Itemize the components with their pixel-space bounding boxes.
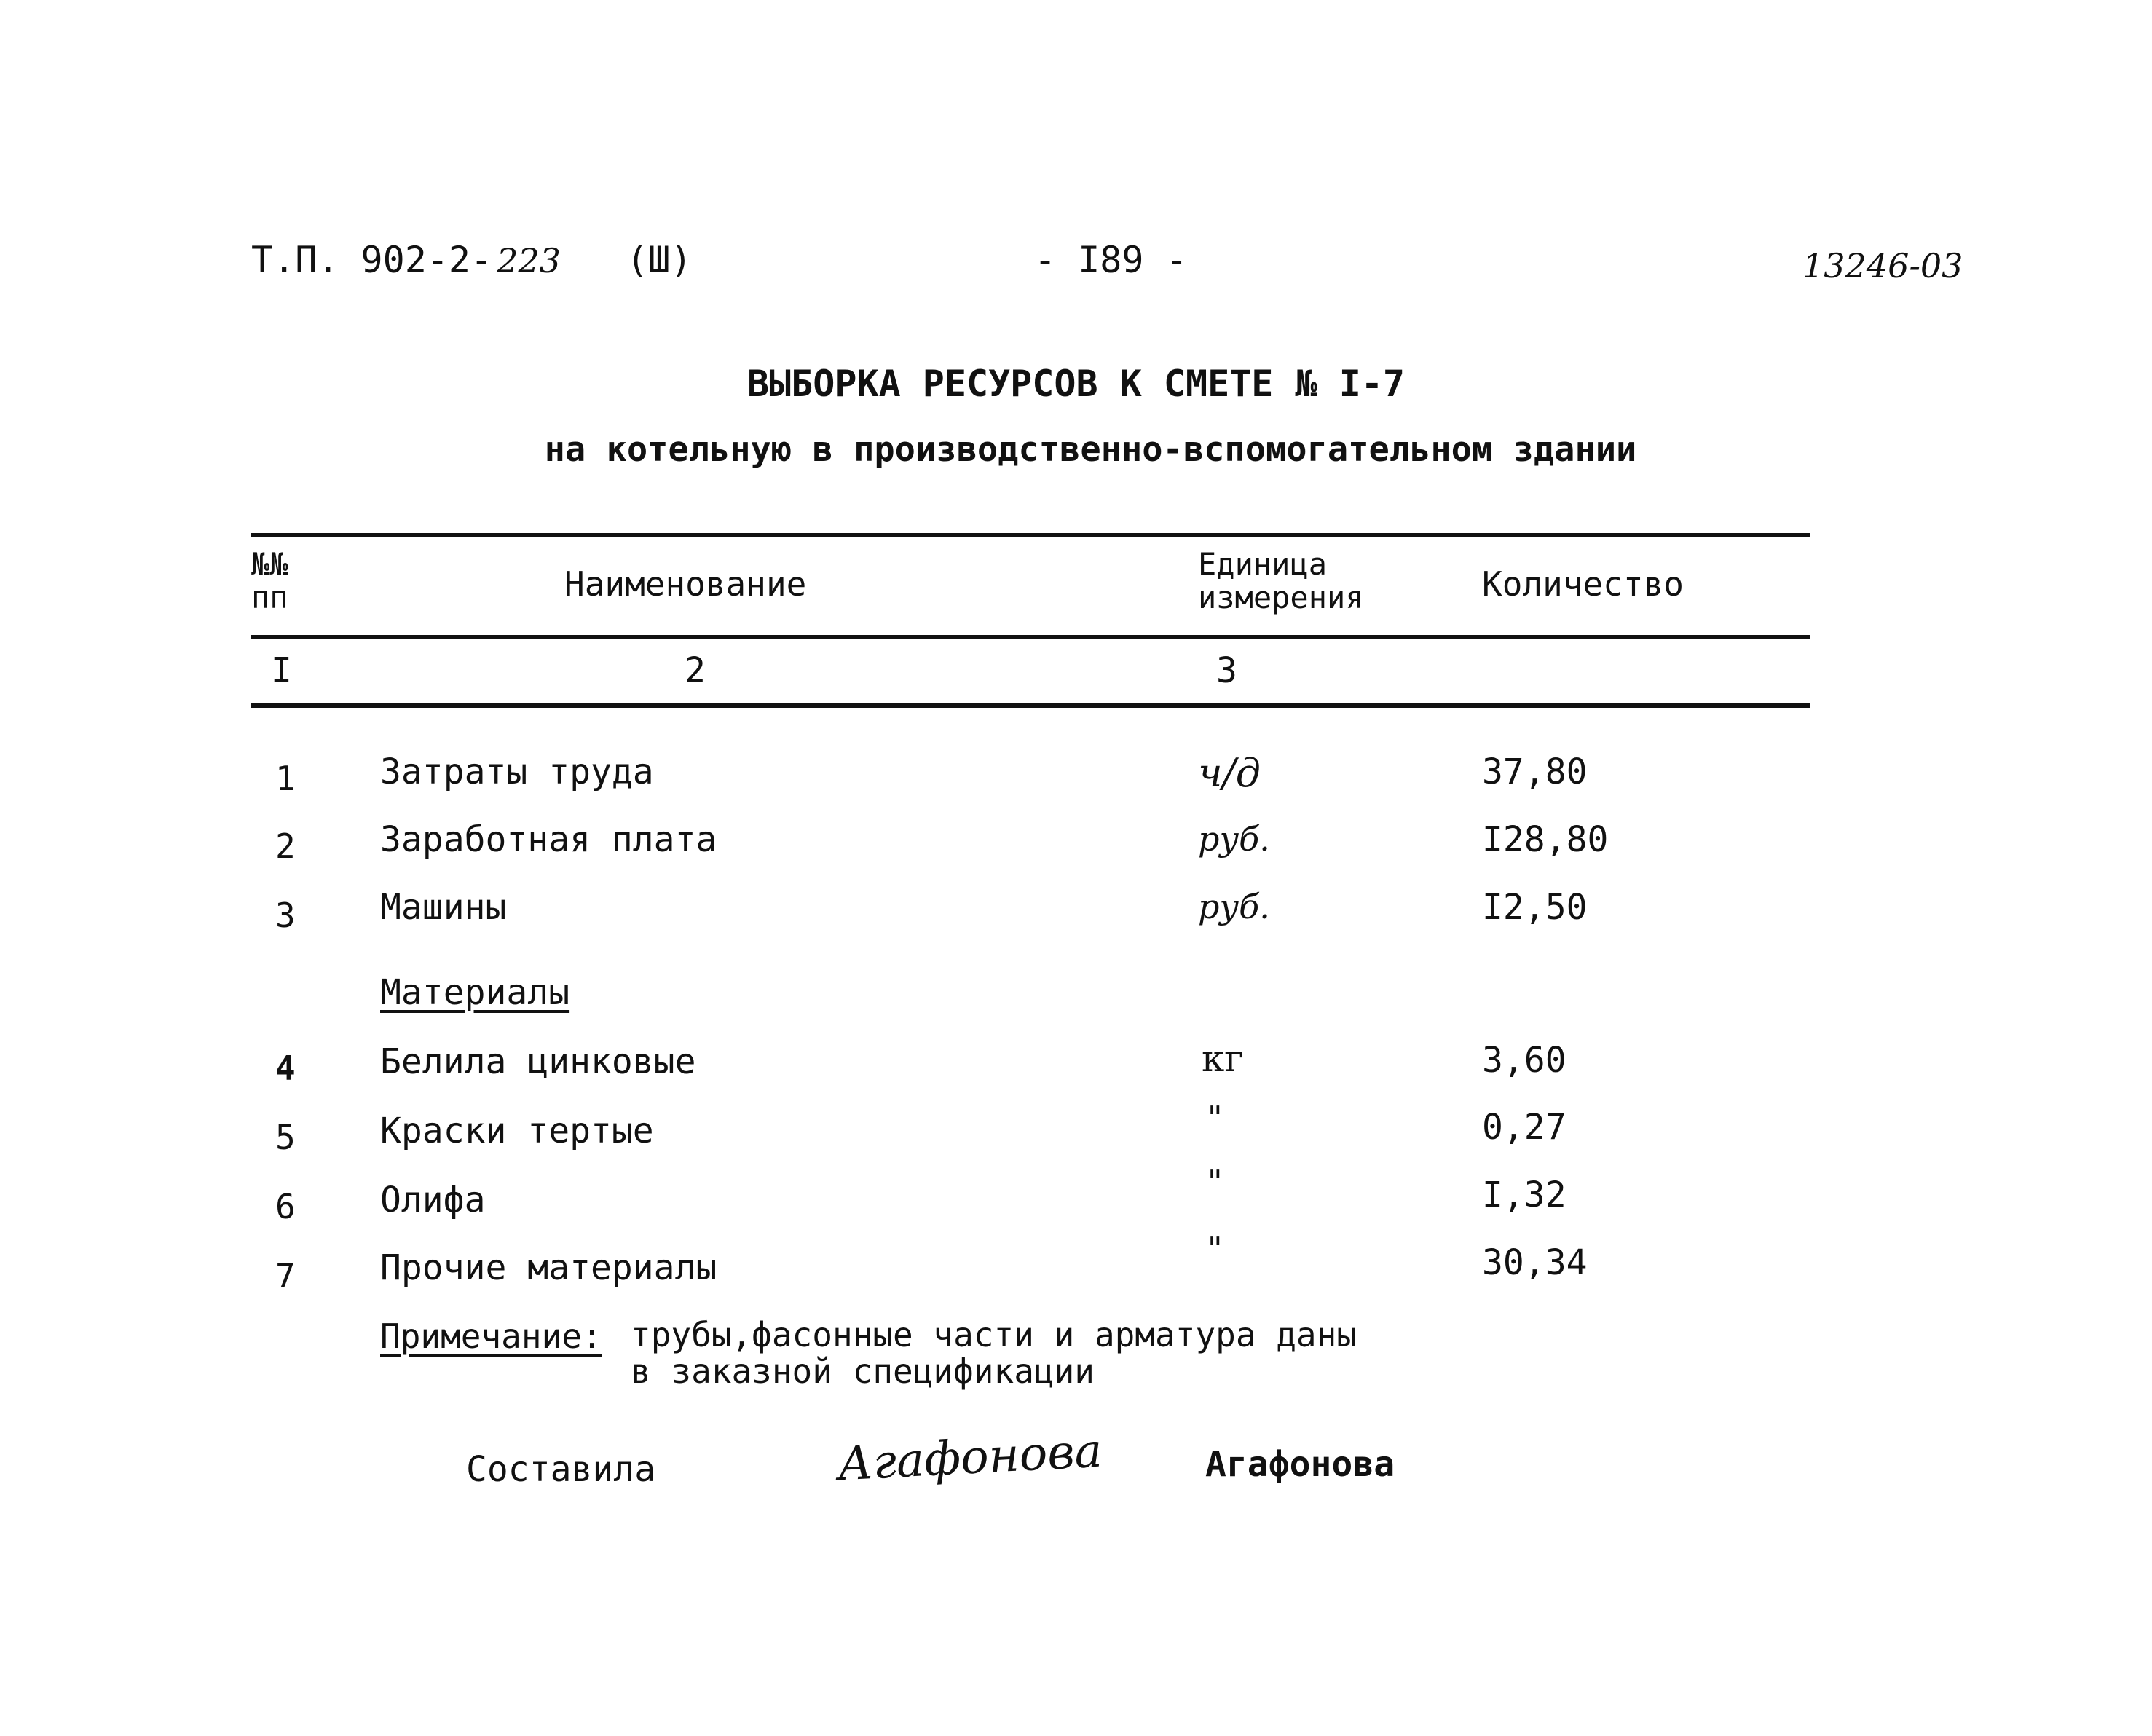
note-line1: трубы,фасонные части и арматура даны <box>631 1315 1357 1354</box>
row-unit: кг <box>1202 1038 1244 1080</box>
title-line2: на котельную в производственно-вспомогательном здании <box>544 430 1637 470</box>
row-unit: " <box>1205 1164 1225 1201</box>
header-num-line2: пп <box>251 580 288 615</box>
colnum-3: 3 <box>1216 650 1237 691</box>
signature-label: Составила <box>466 1449 656 1490</box>
header-unit-line2: измерения <box>1198 580 1364 615</box>
row-num: 5 <box>275 1118 296 1157</box>
header-unit <box>1198 548 1364 615</box>
row-num: 6 <box>275 1187 296 1226</box>
row-num: 3 <box>275 896 296 935</box>
row-num: 2 <box>275 826 296 866</box>
row-name: Олифа <box>380 1180 486 1220</box>
row-qty: I,32 <box>1482 1175 1566 1215</box>
row-qty: 37,80 <box>1482 751 1588 792</box>
signature-handwritten: Агафонова <box>836 1424 1104 1492</box>
row-unit: руб. <box>1198 819 1270 859</box>
row-num: 4 <box>275 1049 296 1088</box>
row-qty: 3,60 <box>1482 1040 1566 1081</box>
note-line2: в заказной спецификации <box>631 1352 1095 1391</box>
title-line1: ВЫБОРКА РЕСУРСОВ К СМЕТЕ № I-7 <box>746 363 1406 405</box>
table-top-rule <box>251 533 1810 537</box>
header-name: Наименование <box>564 564 807 604</box>
header-num-line1: №№ <box>251 546 288 582</box>
row-name: Затраты труда <box>380 751 654 792</box>
page-number: - I89 - <box>1034 239 1188 281</box>
header-unit-line1: Единица <box>1198 546 1328 582</box>
row-unit: руб. <box>1198 887 1270 926</box>
row-num: 1 <box>275 759 296 798</box>
row-qty: 30,34 <box>1482 1242 1588 1283</box>
row-qty: I2,50 <box>1482 887 1588 928</box>
archive-number: 13246-03 <box>1802 246 1963 285</box>
row-qty: 0,27 <box>1482 1107 1566 1148</box>
doc-number-handwritten: 223 <box>497 241 561 280</box>
row-name: Машины <box>380 887 507 928</box>
materials-section-title: Материалы <box>380 972 570 1013</box>
row-qty: I28,80 <box>1482 819 1609 860</box>
header-num <box>251 548 288 615</box>
colnum-2: 2 <box>685 650 706 691</box>
row-unit: ч/д <box>1198 750 1261 796</box>
row-unit: " <box>1205 1231 1225 1268</box>
colnum-bottom-rule <box>251 703 1810 708</box>
doc-code <box>251 239 692 281</box>
colnum-1: I <box>271 650 292 691</box>
row-num: 7 <box>275 1256 296 1295</box>
row-name: Белила цинковые <box>380 1041 696 1082</box>
header-qty: Количество <box>1482 564 1684 604</box>
signature-name: Агафонова <box>1205 1444 1395 1485</box>
doc-part: (Ш) <box>626 239 693 281</box>
note-label: Примечание: <box>380 1317 602 1356</box>
row-name: Краски тертые <box>380 1110 654 1151</box>
header-bottom-rule <box>251 635 1810 639</box>
row-name: Прочие материалы <box>380 1247 717 1288</box>
row-name: Заработная плата <box>380 819 717 860</box>
doc-code-prefix: Т.П. 902-2- <box>251 239 493 281</box>
row-unit: " <box>1205 1100 1225 1137</box>
